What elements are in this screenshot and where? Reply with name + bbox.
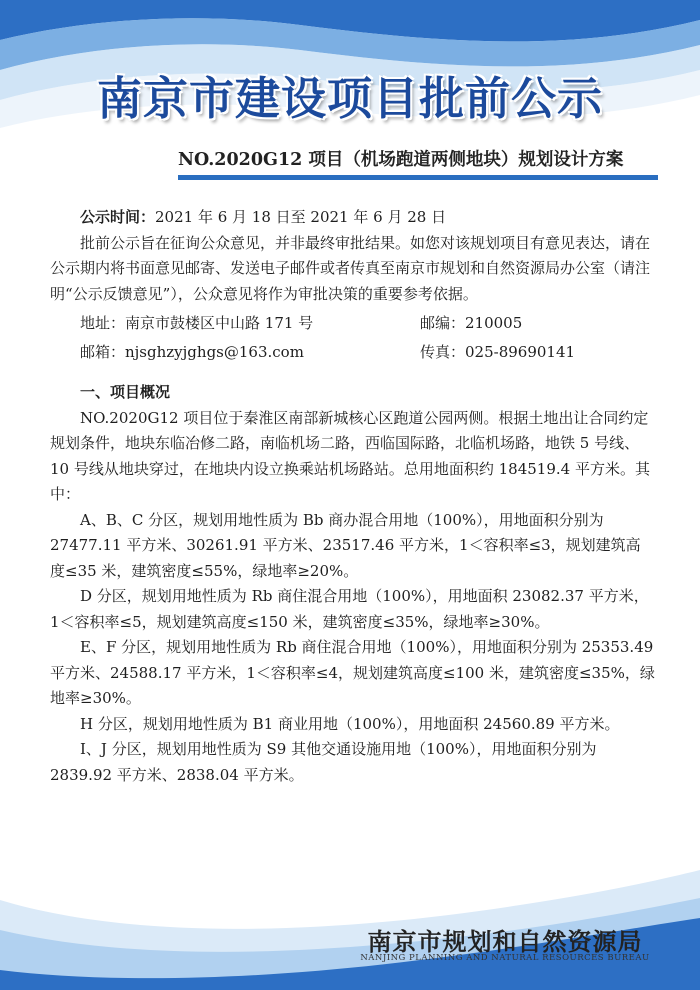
footer-org-name-en: NANJING PLANNING AND NATURAL RESOURCES BUREAU	[360, 953, 650, 963]
overview-paragraph: D 分区，规划用地性质为 Rb 商住混合用地（100%），用地面积 23082.37 平方米，1＜容积率≤5，规划建筑高度≤150 米，建筑密度≤35%，绿地率≥30%。	[50, 587, 649, 631]
overview-paragraph: H 分区，规划用地性质为 B1 商业用地（100%），用地面积 24560.89 平方米。	[80, 714, 620, 733]
overview-paragraph: A、B、C 分区，规划用地性质为 Bb 商办混合用地（100%），用地面积分别为 27477.11 平方米、30261.91 平方米、23517.46 平方米，1＜容积率≤3，规划建筑高度≤35 米，建筑密度≤55%，绿地率≥20%。	[50, 510, 641, 580]
contact-row-1	[50, 311, 655, 336]
page-title: 南京市建设项目批前公示	[96, 72, 603, 125]
overview-paragraph: E、F 分区，规划用地性质为 Rb 商住混合用地（100%），用地面积分别为 25353.49 平方米、24588.17 平方米，1＜容积率≤4，规划建筑高度≤100 米，建筑密度≤35%，绿地率≥30%。	[50, 638, 655, 707]
section-heading-overview: 一、项目概况	[80, 383, 171, 401]
contact-fax: 传真：025-89690141	[420, 343, 576, 361]
footer-org-name: 南京市规划和自然资源局	[367, 928, 643, 956]
contact-postcode: 邮编：210005	[420, 314, 523, 332]
notice-time-label: 公示时间：	[80, 208, 156, 226]
notice-paragraph: 批前公示旨在征询公众意见，并非最终审批结果。如您对该规划项目有意见表达，请在公示期内将书面意见邮寄、发送电子邮件或者传真至南京市规划和自然资源局办公室（请注明“公示反馈意见”），公众意见将作为审批决策的重要参考依据。	[50, 233, 651, 303]
overview-paragraph: I、J 分区，规划用地性质为 S9 其他交通设施用地（100%），用地面积分别为 2839.92 平方米、2838.04 平方米。	[50, 740, 597, 784]
subtitle-underline	[178, 175, 658, 180]
notice-time-value: 2021 年 6 月 18 日至 2021 年 6 月 28 日	[155, 208, 447, 226]
notice-time-line	[50, 205, 655, 231]
overview-paragraph: NO.2020G12 项目位于秦淮区南部新城核心区跑道公园两侧。根据土地出让合同约定规划条件，地块东临冶修二路，南临机场二路，西临国际路，北临机场路，地铁 5 号线、10 号线从地块穿过，在地块内设立换乘站机场路站。总用地面积约 184519.4 平方米。其中：	[50, 408, 650, 503]
contact-address: 地址：南京市鼓楼区中山路 171 号	[80, 314, 314, 332]
contact-row-2	[50, 340, 655, 365]
notice-body	[50, 205, 655, 788]
project-subtitle: NO.2020G12 项目（机场跑道两侧地块）规划设计方案	[178, 150, 624, 170]
contact-email: 邮箱：njsghzyjghgs@163.com	[80, 343, 304, 361]
